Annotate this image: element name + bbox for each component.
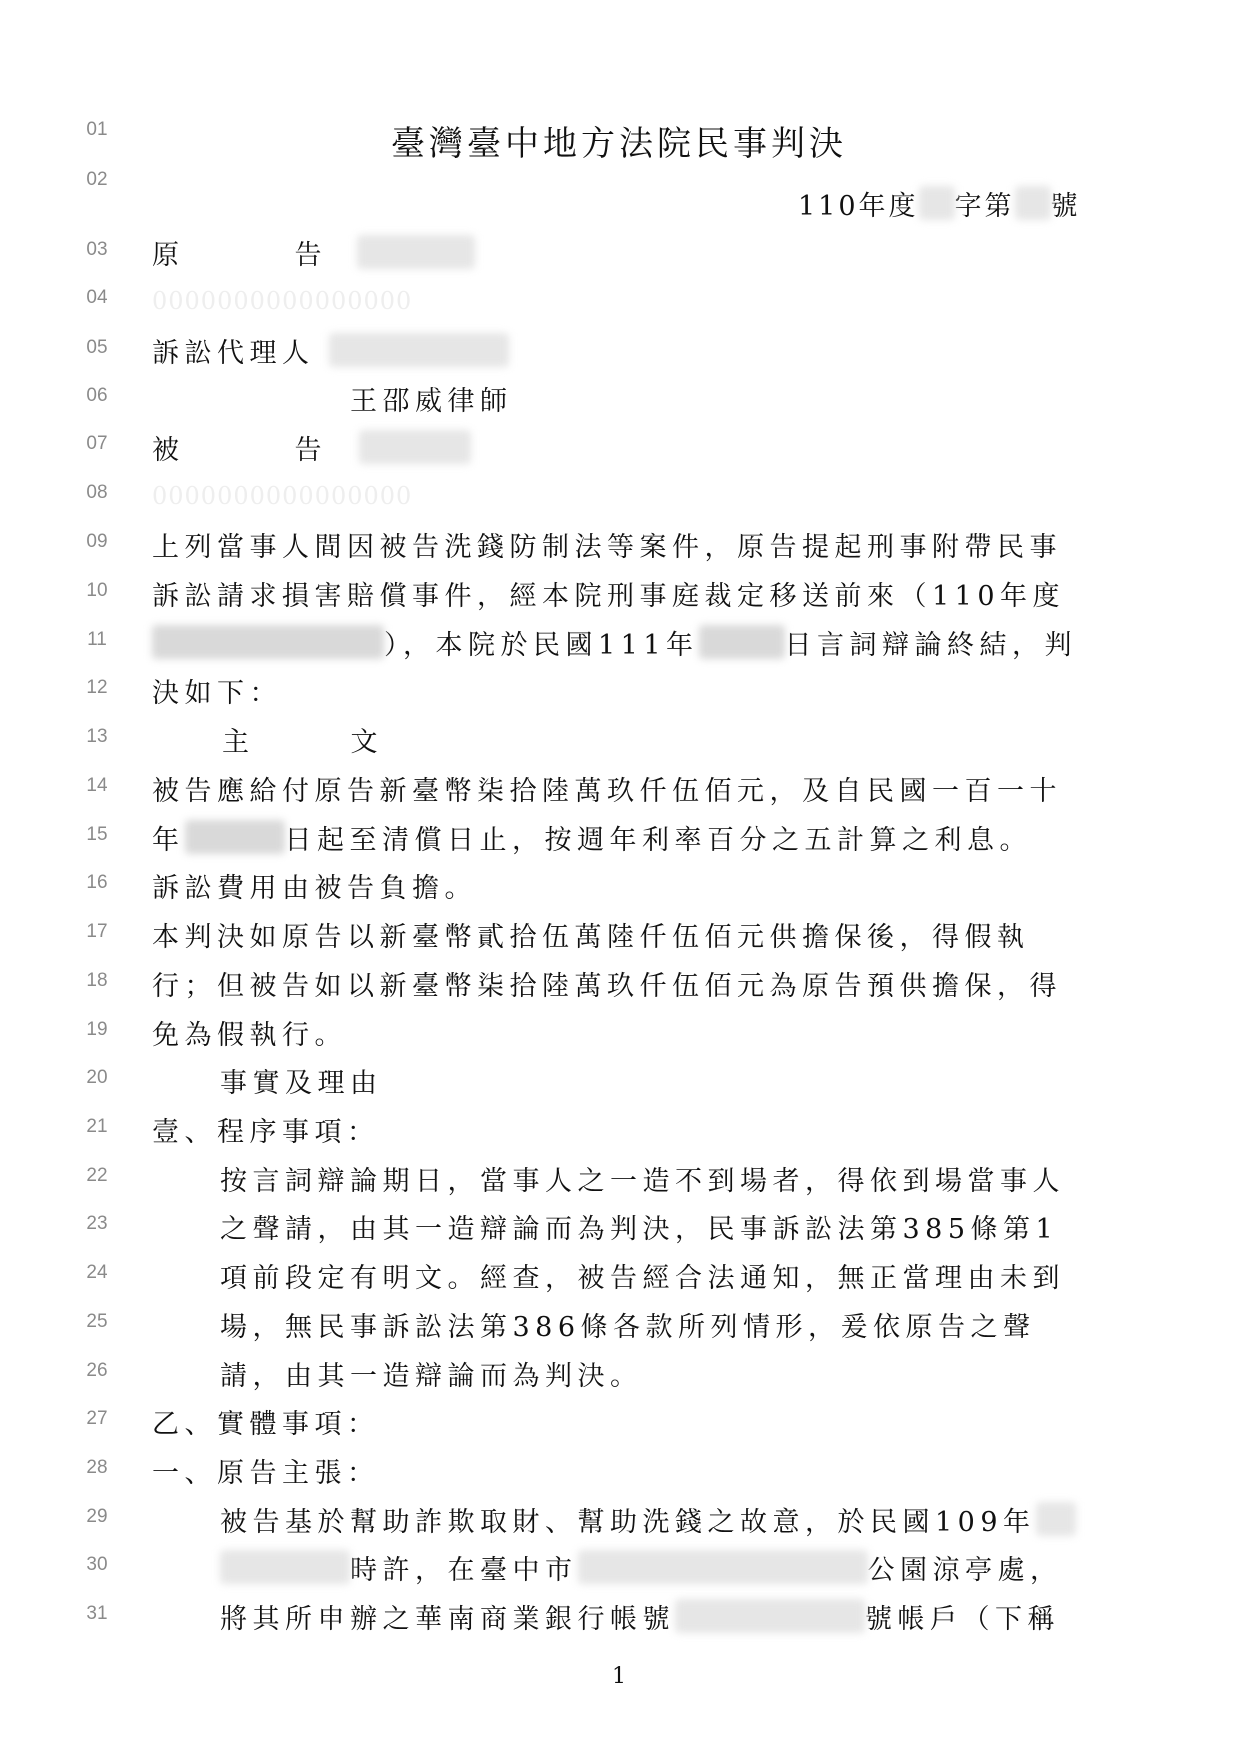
line-number: 09 — [86, 531, 108, 552]
agent-name: 王邵威律師 — [350, 385, 513, 417]
redacted-case-type — [919, 186, 955, 220]
line-number: 12 — [86, 677, 108, 698]
line-number: 27 — [86, 1408, 108, 1429]
line-number: 02 — [86, 169, 108, 190]
line-number: 29 — [86, 1506, 108, 1527]
defendant-label-b: 告 — [294, 434, 327, 466]
line-number: 25 — [86, 1311, 108, 1332]
line-number: 17 — [86, 921, 108, 942]
plaintiff-label-a: 原 — [152, 239, 185, 271]
redacted-agent-name — [329, 333, 509, 367]
redacted-case-ref — [152, 625, 384, 659]
text-line — [220, 1496, 1076, 1542]
agent-label: 訴訟代理人 — [152, 337, 315, 369]
line-number: 13 — [86, 726, 108, 747]
text-fragment: 公園涼亭處， — [867, 1554, 1063, 1586]
line-number: 08 — [86, 482, 108, 503]
section-heading-facts: 事實及理由 — [220, 1067, 383, 1099]
line-number: 03 — [86, 239, 108, 260]
text-line: 決如下： — [152, 677, 282, 709]
line-number: 07 — [86, 433, 108, 454]
text-fragment: 時許，在臺中市 — [350, 1554, 578, 1586]
redacted-address-row — [152, 473, 412, 519]
line-number: 15 — [86, 824, 108, 845]
text-fragment: ），本院於民國111年 — [384, 629, 699, 661]
document-title: 臺灣臺中地方法院民事判決 — [391, 124, 847, 164]
line-number: 24 — [86, 1262, 108, 1283]
heading-char: 主 — [222, 726, 255, 758]
redacted-location — [578, 1550, 868, 1584]
text-line — [152, 814, 1032, 860]
redacted-date — [185, 820, 285, 854]
line-number: 23 — [86, 1213, 108, 1234]
line-number: 22 — [86, 1165, 108, 1186]
text-line: 之聲請，由其一造辯論而為判決，民事訴訟法第385條第1 — [220, 1213, 1059, 1245]
section-heading-main — [222, 716, 383, 762]
line-number: 31 — [86, 1603, 108, 1624]
text-line — [220, 1593, 1060, 1639]
line-number: 26 — [86, 1360, 108, 1381]
case-zi: 字第 — [954, 190, 1015, 222]
text-line: 項前段定有明文。經查，被告經合法通知，無正當理由未到 — [220, 1262, 1065, 1294]
redacted-address-row — [152, 278, 412, 324]
text-fragment: 年 — [152, 824, 185, 856]
redacted-address: 0000000000000000 — [152, 287, 413, 315]
line-number: 20 — [86, 1067, 108, 1088]
defendant-row — [152, 424, 471, 470]
line-number: 30 — [86, 1554, 108, 1575]
redacted-account-number — [675, 1599, 865, 1633]
line-number: 04 — [86, 287, 108, 308]
text-line: 免為假執行。 — [152, 1019, 347, 1051]
line-number: 28 — [86, 1457, 108, 1478]
text-line: 乙、實體事項： — [152, 1408, 380, 1440]
text-line — [152, 619, 1077, 665]
agent-row — [152, 327, 509, 373]
line-number: 01 — [86, 119, 108, 140]
text-line: 被告應給付原告新臺幣柒拾陸萬玖仟伍佰元，及自民國一百一十 — [152, 775, 1062, 807]
text-line: 一、原告主張： — [152, 1457, 380, 1489]
plaintiff-row — [152, 229, 475, 275]
redacted-case-no — [1015, 186, 1051, 220]
redacted-plaintiff-name — [357, 235, 475, 269]
line-number: 16 — [86, 872, 108, 893]
line-number: 11 — [87, 629, 107, 650]
line-number: 19 — [86, 1019, 108, 1040]
text-fragment: 被告基於幫助詐欺取財、幫助洗錢之故意，於民國109年 — [220, 1506, 1036, 1538]
page-number: 1 — [612, 1664, 626, 1689]
case-hao: 號 — [1050, 190, 1081, 222]
plaintiff-label-b: 告 — [294, 239, 327, 271]
agent-name-row — [350, 375, 513, 421]
text-line: 訴訟請求損害賠償事件，經本院刑事庭裁定移送前來（110年度 — [152, 580, 1066, 612]
line-number: 06 — [86, 385, 108, 406]
text-line — [220, 1544, 1063, 1590]
redacted-date — [1036, 1502, 1076, 1536]
text-fragment: 日言詞辯論終結，判 — [784, 629, 1078, 661]
text-line: 行；但被告如以新臺幣柒拾陸萬玖仟伍佰元為原告預供擔保，得 — [152, 970, 1062, 1002]
line-number: 10 — [86, 580, 108, 601]
line-number: 05 — [86, 337, 108, 358]
text-line: 上列當事人間因被告洗錢防制法等案件，原告提起刑事附帶民事 — [152, 531, 1062, 563]
case-year: 110年度 — [798, 190, 919, 222]
case-number — [798, 180, 1081, 226]
text-line: 訴訟費用由被告負擔。 — [152, 872, 477, 904]
text-line: 按言詞辯論期日，當事人之一造不到場者，得依到場當事人 — [220, 1165, 1065, 1197]
text-fragment: 將其所申辦之華南商業銀行帳號 — [220, 1603, 675, 1635]
defendant-label-a: 被 — [152, 434, 185, 466]
line-number: 21 — [86, 1116, 108, 1137]
text-fragment: 日起至清償日止，按週年利率百分之五計算之利息。 — [284, 824, 1032, 856]
redacted-address: 0000000000000000 — [152, 482, 413, 510]
text-fragment: 號帳戶（下稱 — [865, 1603, 1060, 1635]
redacted-defendant-name — [359, 430, 471, 464]
redacted-time — [220, 1550, 350, 1584]
line-number: 14 — [86, 775, 108, 796]
text-line: 場，無民事訴訟法第386條各款所列情形，爰依原告之聲 — [220, 1311, 1036, 1343]
text-line: 壹、程序事項： — [152, 1116, 380, 1148]
heading-char: 文 — [350, 726, 383, 758]
text-line: 請，由其一造辯論而為判決。 — [220, 1360, 643, 1392]
redacted-date — [699, 625, 785, 659]
line-number: 18 — [86, 970, 108, 991]
text-line: 本判決如原告以新臺幣貳拾伍萬陸仟伍佰元供擔保後，得假執 — [152, 921, 1030, 953]
